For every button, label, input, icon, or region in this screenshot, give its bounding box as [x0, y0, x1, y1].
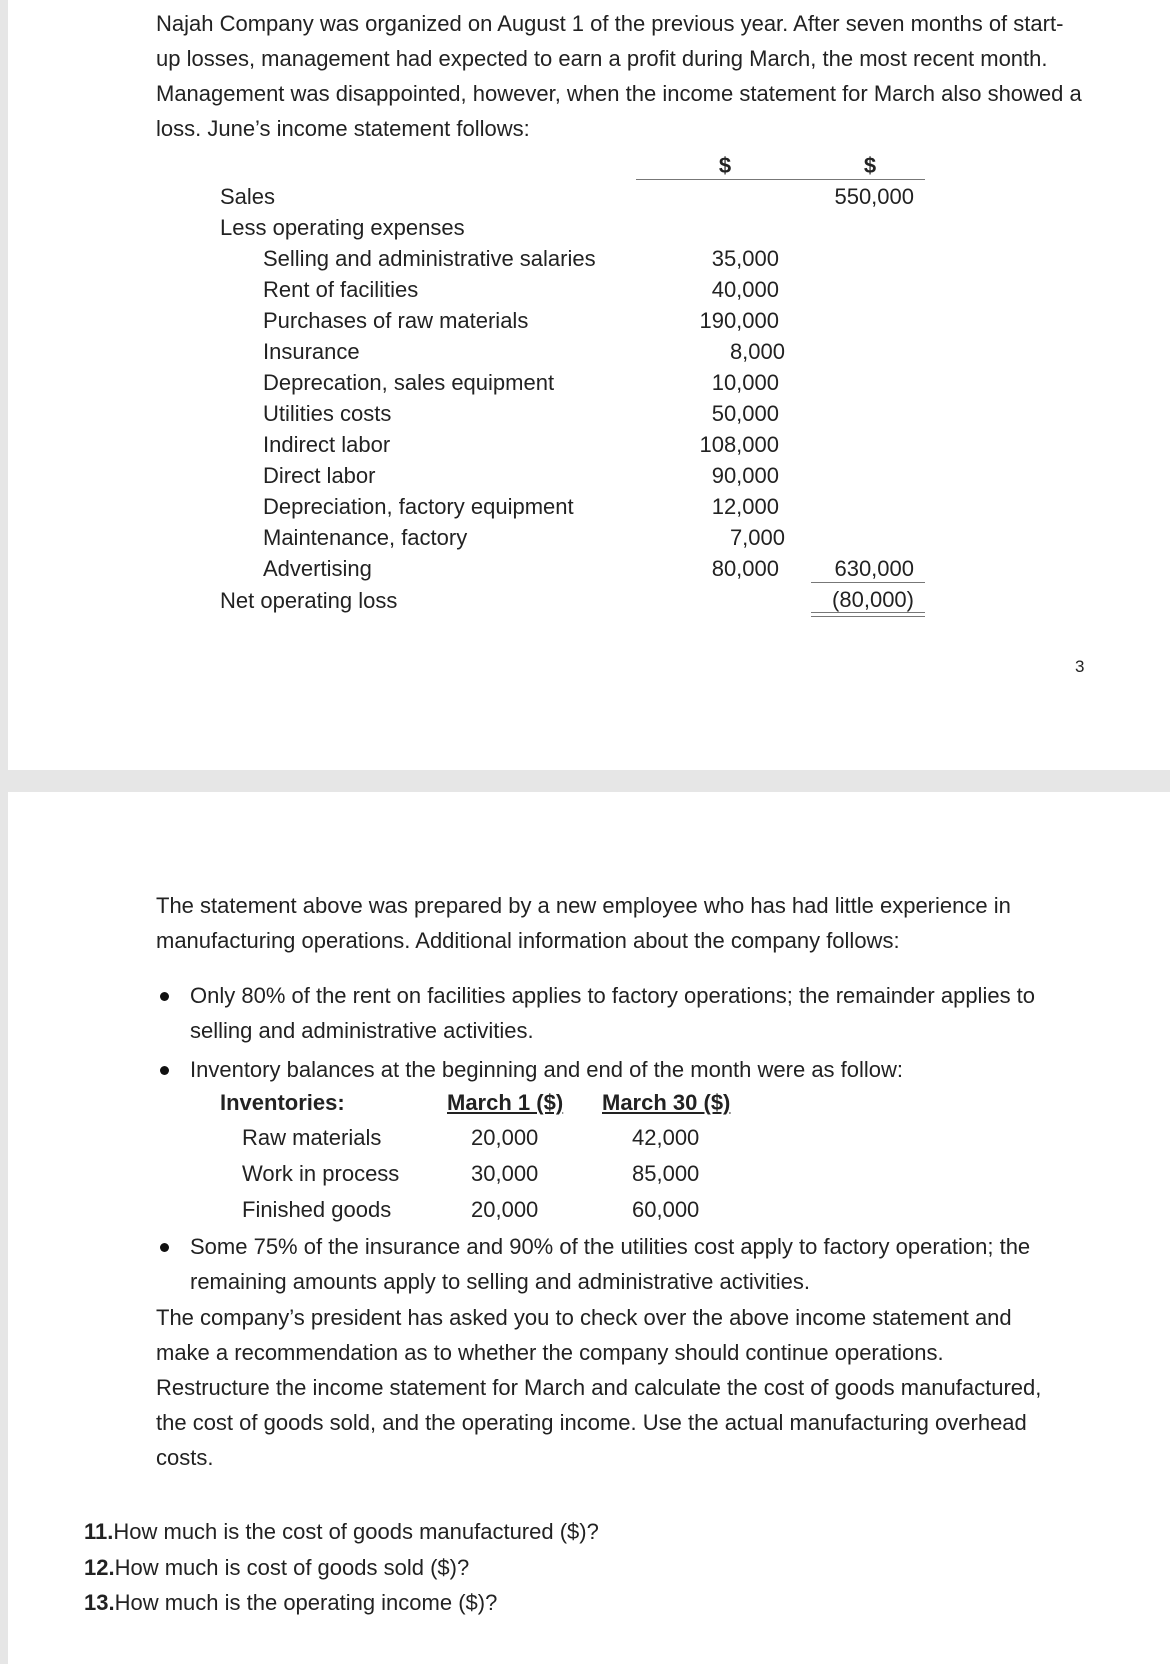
expense-value: 8,000: [729, 339, 785, 364]
bullet-dot: [160, 1243, 169, 1252]
bullet-text-rent: Only 80% of the rent on facilities applies to factory operations; the remainder applies to selling and administrative activities.: [190, 983, 1036, 1043]
inventory-row-value: 60,000: [632, 1197, 700, 1222]
expense-label: Maintenance, factory: [263, 525, 468, 550]
expense-value: 90,000: [711, 463, 779, 488]
inventory-row-value: 85,000: [632, 1161, 700, 1186]
expense-label: Deprecation, sales equipment: [263, 370, 555, 395]
expense-label: Indirect labor: [263, 432, 391, 457]
question-13: [84, 1587, 497, 1618]
expense-value: 10,000: [711, 370, 779, 395]
expense-value: 190,000: [699, 308, 779, 333]
expense-label: Rent of facilities: [263, 277, 419, 302]
bullet-dot: [160, 992, 169, 1001]
expense-label: Selling and administrative salaries: [263, 246, 596, 271]
intro-paragraph: Najah Company was organized on August 1 of the previous year. After seven months of start-up losses, management had expected to earn a profit during March, the most recent month. Management was disappointed, however, when the income statement for March also showed a loss. June’s income statement follows:: [156, 11, 1082, 141]
inventory-row-value: 30,000: [471, 1161, 539, 1186]
less-operating-expenses-label: Less operating expenses: [220, 215, 465, 240]
statement-header-rule: [636, 179, 925, 180]
page-separator: [0, 770, 1170, 792]
question-11: [84, 1516, 599, 1547]
expense-label: Advertising: [263, 556, 372, 581]
net-operating-loss-label: Net operating loss: [220, 588, 398, 613]
question-12: [84, 1552, 469, 1583]
net-loss-double-rule-top: [811, 612, 925, 613]
net-operating-loss-value: (80,000): [832, 587, 914, 612]
expense-value: 7,000: [729, 525, 785, 550]
question-text: How much is the operating income ($)?: [114, 1590, 498, 1615]
question-text: How much is cost of goods sold ($)?: [114, 1555, 470, 1580]
left-margin-bar: [0, 0, 8, 1664]
expense-label: Purchases of raw materials: [263, 308, 529, 333]
page-1: [0, 0, 1170, 770]
inventory-row-value: 20,000: [471, 1125, 539, 1150]
inventory-col-march1: March 1 ($): [447, 1090, 564, 1115]
expense-value: 35,000: [711, 246, 779, 271]
page-2: [8, 792, 1170, 1664]
inventory-col-march30: March 30 ($): [602, 1090, 731, 1115]
page-number: 3: [1075, 657, 1085, 676]
sales-value: 550,000: [834, 184, 914, 209]
additional-info-paragraph: The statement above was prepared by a new employee who has had little experience in manufacturing operations. Additional information about the company follows:: [156, 893, 1011, 953]
expense-label: Utilities costs: [263, 401, 392, 426]
inventory-header-label: Inventories:: [220, 1090, 345, 1115]
expense-value: 12,000: [711, 494, 779, 519]
sales-label: Sales: [220, 184, 276, 209]
expense-label: Insurance: [263, 339, 360, 364]
expense-label: Direct labor: [263, 463, 376, 488]
expense-value: 108,000: [699, 432, 779, 457]
inventory-row-label: Finished goods: [242, 1197, 392, 1222]
question-text: How much is the cost of goods manufactured ($)?: [113, 1519, 599, 1544]
statement-col1-header: $: [718, 153, 732, 178]
statement-col2-header: $: [863, 153, 877, 178]
expense-value: 80,000: [711, 556, 779, 581]
inventory-row-label: Raw materials: [242, 1125, 382, 1150]
bullet-text-insurance: Some 75% of the insurance and 90% of the utilities cost apply to factory operation; the remaining amounts apply to selling and administrative activities.: [190, 1234, 1031, 1294]
question-number: 11.: [84, 1519, 114, 1544]
expense-value: 40,000: [711, 277, 779, 302]
question-number: 12.: [84, 1555, 115, 1580]
president-request-paragraph: The company’s president has asked you to check over the above income statement and make a recommendation as to whether the company should continue operations. Restructure the income statement for March and calculate the cost of goods manufactured, the cost of goods sold, and the operating income. Use the actual manufacturing overhead costs.: [156, 1305, 1042, 1470]
total-expenses-rule: [811, 582, 925, 583]
inventory-row-value: 20,000: [471, 1197, 539, 1222]
expense-label: Depreciation, factory equipment: [263, 494, 574, 519]
inventory-row-label: Work in process: [242, 1161, 400, 1186]
expense-value: 50,000: [711, 401, 779, 426]
inventory-row-value: 42,000: [632, 1125, 700, 1150]
total-expenses-value: 630,000: [834, 556, 914, 581]
bullet-dot: [160, 1066, 169, 1075]
bullet-text-inventory: Inventory balances at the beginning and end of the month were as follow:: [190, 1057, 904, 1082]
question-number: 13.: [84, 1590, 115, 1615]
net-loss-double-rule-bottom: [811, 616, 925, 617]
